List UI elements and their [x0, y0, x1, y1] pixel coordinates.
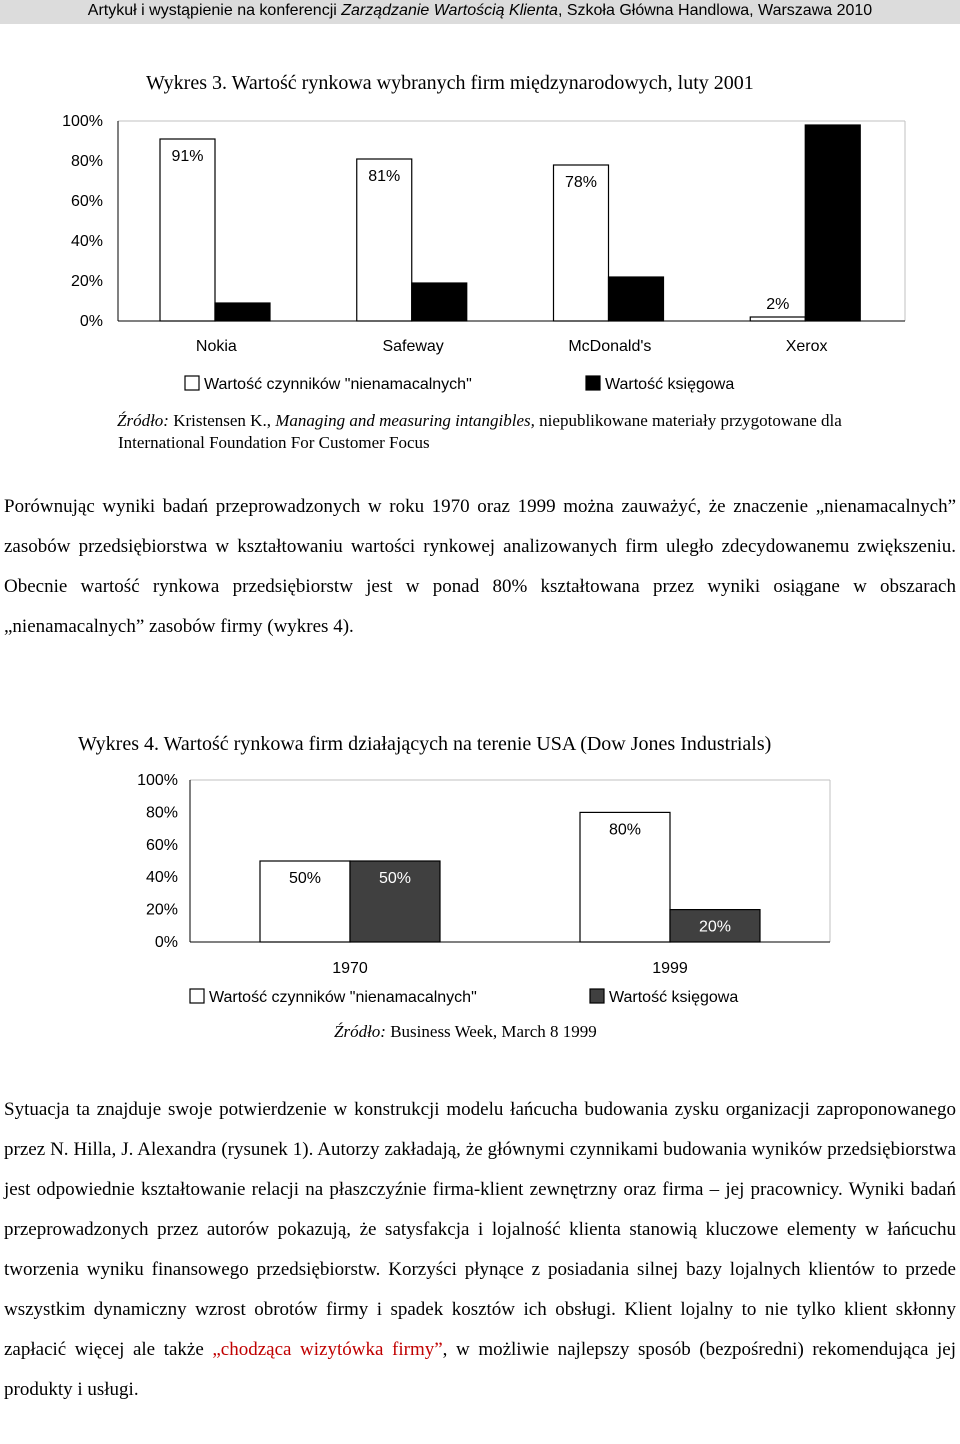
data-label: 20%: [698, 918, 732, 936]
x-category-label: Nokia: [195, 338, 237, 355]
x-category-label: Xerox: [785, 338, 828, 355]
header-conference-name: Zarządzanie Wartością Klienta: [341, 2, 558, 19]
legend-swatch: [190, 989, 204, 1003]
paragraph-2-part-a: Sytuacja ta znajduje swoje potwierdzenie w konstrukcji modelu łańcucha budowania zysku organizacji zaproponowanego przez N. Hilla, J. Alexandra (rysunek 1). Autorzy zakładają, że głównymi czynnikami budowania wyników przedsiębiorstwa jest odpowiednie kształtowanie relacji na płaszczyźnie firma-klient zewnętrzny oraz firma – jej pracownicy. Wyniki badań przeprowadzonych przez autorów pokazują, że satysfakcja i lojalność klienta stanowią kluczowe elementy w łańcuchu tworzenia wyniku finansowego przedsiębiorstw. Korzyści płynące z posiadania silnej bazy lojalnych klientów to przede wszystkim dynamiczny wzrost obrotów firmy i spadek kosztów ich obsługi. Klient lojalny to nie tylko klient skłonny zapłacić więcej ale także: [4, 1099, 956, 1360]
figure3-source-author: Kristensen K.,: [173, 411, 271, 430]
paragraph-2: [4, 1090, 956, 1410]
y-tick-label: 60%: [70, 193, 103, 210]
y-tick-label: 0%: [154, 934, 178, 951]
bar-book-0: [215, 303, 270, 321]
legend-swatch: [586, 376, 600, 390]
figure3-source-line2: International Foundation For Customer Focus: [118, 433, 430, 452]
legend-swatch: [185, 376, 199, 390]
paragraph-2-part-b: , w możliwie najlepszy sposób (bezpośredni) rekomendująca jej produkty i usługi.: [4, 1339, 956, 1400]
legend-label: Wartość księgowa: [605, 376, 735, 393]
y-tick-label: 40%: [145, 869, 178, 887]
header-text-start: Artykuł i wystąpienie na konferencji: [87, 2, 342, 19]
data-label: 50%: [378, 870, 412, 887]
figure4-title: Wykres 4. Wartość rynkowa firm działających na terenie USA (Dow Jones Industrials): [78, 733, 772, 755]
x-category-label: McDonald's: [568, 338, 652, 355]
page-header: [0, 0, 960, 24]
y-tick-label: 60%: [145, 836, 178, 854]
figure3-chart: [0, 100, 960, 400]
header-text-end: , Szkoła Główna Handlowa, Warszawa 2010: [557, 2, 873, 19]
x-category-label: 1970: [332, 960, 368, 977]
figure4-chart: [0, 760, 960, 1015]
y-tick-label: 100%: [137, 772, 178, 789]
bar-book-3: [805, 125, 860, 321]
figure3-source: [118, 410, 958, 454]
paragraph-2-quote: „chodząca wizytówka firmy”: [212, 1339, 443, 1360]
y-tick-label: 100%: [62, 113, 103, 130]
data-label: 80%: [608, 821, 642, 839]
data-label: 91%: [171, 148, 204, 165]
figure3-source-rest: niepublikowane materiały przygotowane dla: [539, 411, 842, 430]
y-tick-label: 80%: [70, 153, 103, 170]
legend-label: Wartość czynników "nienamacalnych": [204, 376, 472, 393]
bar-intangible-0: [160, 139, 215, 321]
y-tick-label: 20%: [145, 901, 178, 919]
y-tick-label: 80%: [145, 804, 178, 822]
legend-label: Wartość księgowa: [609, 989, 739, 1006]
data-label: 50%: [288, 870, 322, 887]
bar-book-1: [412, 283, 467, 321]
figure3-source-title: Managing and measuring intangibles,: [275, 411, 535, 430]
data-label: 78%: [564, 174, 598, 191]
figure4-source-label: Źródło:: [334, 1022, 386, 1041]
bar-book-2: [609, 277, 664, 321]
paragraph-1: Porównując wyniki badań przeprowadzonych w roku 1970 oraz 1999 można zauważyć, że znaczenie „nienamacalnych” zasobów przedsiębiorstwa w kształtowaniu wartości rynkowej analizowanych firm uległo zdecydowanemu zwiększeniu. Obecnie wartość rynkowa przedsiębiorstw jest w ponad 80% kształtowana przez wyniki osiągane w obszarach „nienamacalnych” zasobów firmy (wykres 4).: [4, 496, 956, 637]
y-tick-label: 40%: [70, 233, 103, 250]
y-tick-label: 0%: [79, 313, 103, 330]
x-category-label: Safeway: [382, 338, 444, 355]
bar-intangible-3: [750, 317, 805, 321]
data-label: 2%: [766, 296, 790, 313]
figure3-source-label: Źródło:: [117, 411, 169, 430]
y-tick-label: 20%: [70, 273, 103, 290]
x-category-label: 1999: [652, 960, 688, 977]
data-label: 81%: [368, 168, 401, 185]
legend-label: Wartość czynników "nienamacalnych": [209, 989, 477, 1006]
figure3-title: Wykres 3. Wartość rynkowa wybranych firm międzynarodowych, luty 2001: [146, 72, 754, 94]
legend-swatch: [590, 989, 604, 1003]
figure4-source: [334, 1021, 597, 1043]
figure4-source-rest: Business Week, March 8 1999: [390, 1022, 597, 1041]
